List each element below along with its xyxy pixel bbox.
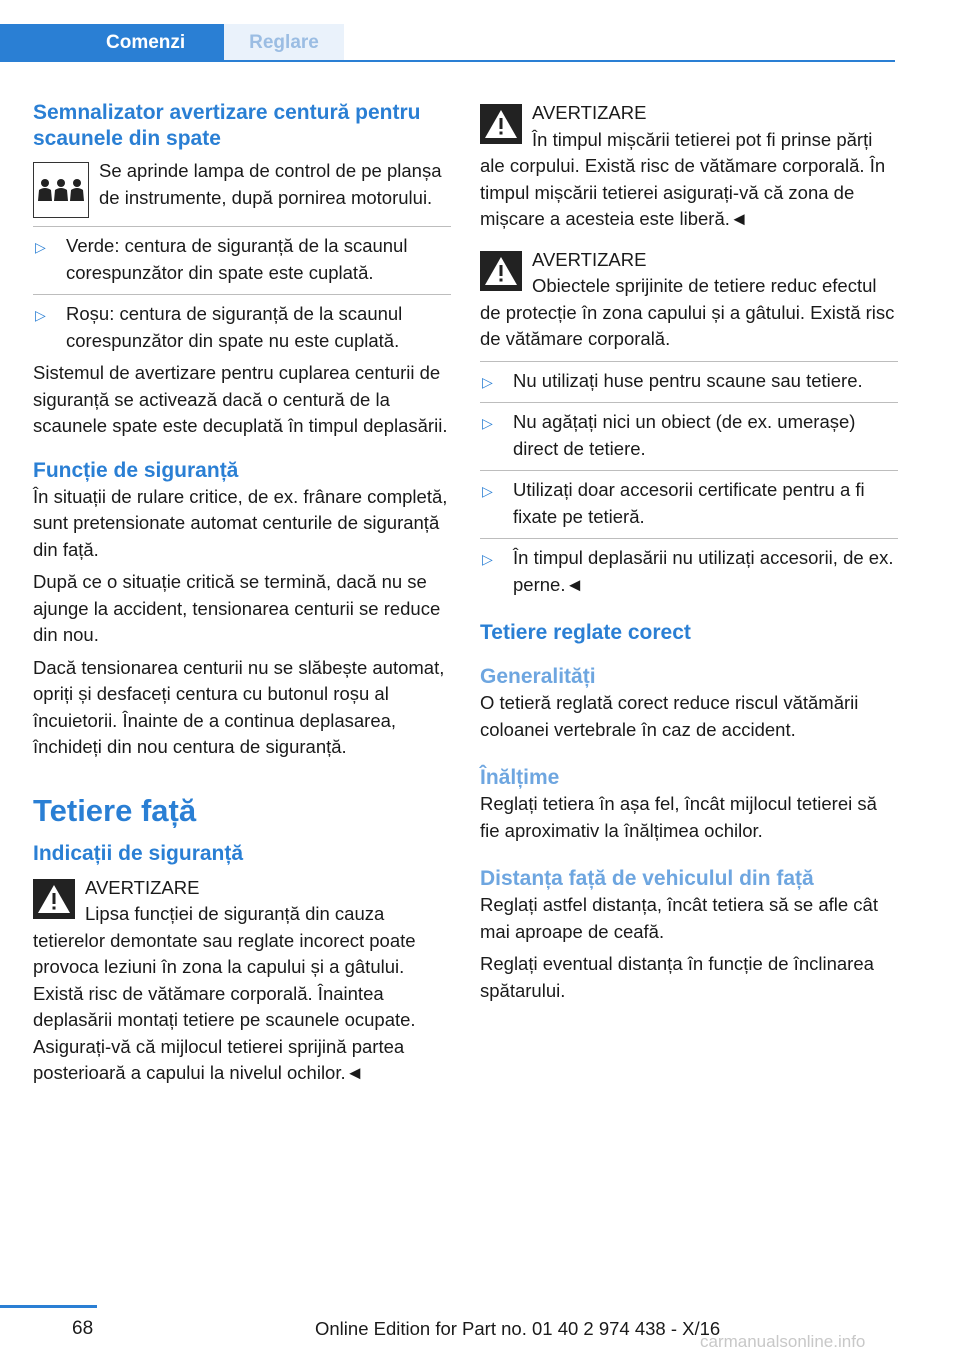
list-item xyxy=(480,477,898,530)
list-item xyxy=(480,545,898,598)
warning-text: Obiectele sprijinite de tetiere reduc efectul de protecție în zona capului și a gâtului. Există risc de vătămare corporală. xyxy=(480,275,895,349)
list-item-text: Roșu: centura de siguranță de la scaunul corespunzător din spate nu este cuplată. xyxy=(66,303,403,351)
warning-title: AVERTIZARE xyxy=(532,102,647,123)
tab-comenzi[interactable]: Comenzi xyxy=(0,24,224,60)
warning-text: În timpul mișcării tetierei pot fi prinse părți ale corpului. Există risc de vătămare corporală. În timpul mișcării tetierei asigurați-vă că zona de mișcare a acesteia este liberă.◄ xyxy=(480,128,886,229)
warning-block xyxy=(480,100,898,233)
list-item xyxy=(480,409,898,462)
heading-general: Generalități xyxy=(480,665,596,688)
triangle-bullet-icon: ▷ xyxy=(35,307,46,323)
divider xyxy=(480,538,898,539)
seat-belt-rear-icon xyxy=(33,162,89,218)
list-item-text: Nu agățați nici un obiect (de ex. umerașe) direct de tetiere. xyxy=(513,411,856,459)
headrest-rules-list xyxy=(480,368,898,395)
watermark: carmanualsonline.info xyxy=(700,1332,866,1351)
divider xyxy=(480,470,898,471)
header-tabs xyxy=(0,24,895,62)
headrest-rules-list xyxy=(480,477,898,530)
belt-intro-row xyxy=(33,158,451,218)
triangle-bullet-icon: ▷ xyxy=(482,373,493,390)
divider xyxy=(480,361,898,362)
divider xyxy=(480,402,898,403)
triangle-bullet-icon: ▷ xyxy=(482,483,493,499)
warning-triangle-icon xyxy=(33,879,75,919)
warning-block xyxy=(33,875,451,1087)
func-paragraph-2: După ce o situație critică se termină, dacă nu se ajunge la accident, tensionarea centurii se reduce din nou. xyxy=(33,571,441,645)
headrest-rules-list xyxy=(480,545,898,598)
height-text: Reglați tetiera în așa fel, încât mijlocul tetierei să fie aproximativ la înălțimea ochilor. xyxy=(480,793,877,841)
belt-status-list xyxy=(33,233,451,286)
heading-front-headrests: Tetiere față xyxy=(33,792,197,828)
divider xyxy=(33,294,451,295)
list-item xyxy=(480,368,898,395)
distance-text-1: Reglați astfel distanța, încât tetiera să se afle cât mai aproape de ceafă. xyxy=(480,894,878,942)
belt-paragraph: Sistemul de avertizare pentru cuplarea centurii de siguranță se activează dacă o centură de la scaunele spate este decuplată în timpul deplasării. xyxy=(33,362,448,436)
heading-safety-function: Funcție de siguranță xyxy=(33,458,239,482)
left-column xyxy=(33,100,451,1087)
heading-belt-warning: Semnalizator avertizare centură pentru scaunele din spate xyxy=(33,101,421,150)
belt-intro-text: Se aprinde lampa de control de pe planșa de instrumente, după pornirea motorului. xyxy=(99,160,442,208)
heading-safety-notes: Indicații de siguranță xyxy=(33,841,244,865)
func-paragraph-3: Dacă tensionarea centurii nu se slăbește automat, opriți și desfaceți centura cu butonul roșu al încuietorii. Înainte de a continua deplasarea, închideți din nou centura de siguranță. xyxy=(33,656,445,757)
page-number: 68 xyxy=(72,1318,94,1339)
list-item xyxy=(33,301,451,354)
list-item-text: În timpul deplasării nu utilizați accesorii, de ex. perne.◄ xyxy=(513,547,894,595)
triangle-bullet-icon: ▷ xyxy=(35,239,46,255)
right-column xyxy=(480,100,898,1004)
general-text: O tetieră reglată corect reduce riscul vătămării coloanei vertebrale în caz de accident. xyxy=(480,692,859,740)
warning-title: AVERTIZARE xyxy=(532,248,647,270)
list-item xyxy=(33,233,451,286)
online-edition-note: Online Edition for Part no. 01 40 2 974 438 - X/16 xyxy=(315,1318,721,1339)
triangle-bullet-icon: ▷ xyxy=(482,551,493,567)
list-item-text: Nu utilizați huse pentru scaune sau tetiere. xyxy=(513,369,863,391)
footer-rule xyxy=(0,1305,97,1308)
heading-distance: Distanța față de vehiculul din față xyxy=(480,867,814,890)
belt-status-list xyxy=(33,301,451,354)
heading-correct-headrests: Tetiere reglate corect xyxy=(480,621,691,644)
warning-triangle-icon xyxy=(480,104,522,144)
distance-text-2: Reglați eventual distanța în funcție de înclinarea spătarului. xyxy=(480,953,874,1001)
list-item-text: Verde: centura de siguranță de la scaunul corespunzător din spate este cuplată. xyxy=(66,235,408,283)
headrest-rules-list xyxy=(480,409,898,462)
triangle-bullet-icon: ▷ xyxy=(482,415,493,431)
warning-title: AVERTIZARE xyxy=(85,876,200,898)
heading-height: Înălțime xyxy=(480,766,560,789)
warning-triangle-icon xyxy=(480,251,522,291)
tab-reglare[interactable]: Reglare xyxy=(224,24,344,60)
list-item-text: Utilizați doar accesorii certificate pentru a fi fixate pe tetieră. xyxy=(513,479,865,527)
divider xyxy=(33,226,451,227)
func-paragraph-1: În situații de rulare critice, de ex. frânare completă, sunt pretensionate automat centurile de siguranță din față. xyxy=(33,485,448,560)
warning-block xyxy=(480,247,898,353)
warning-text: Lipsa funcției de siguranță din cauza tetierelor demontate sau reglate incorect poate provoca leziuni în zona la capului și a gâtului. Există risc de vătămare corporală. Înaintea deplasării montați tetiere pe scaunele ocupate. Asigurați-vă că mijlocul tetierei sprijină partea posterioară a capului la nivelul ochilor.◄ xyxy=(33,903,416,1083)
